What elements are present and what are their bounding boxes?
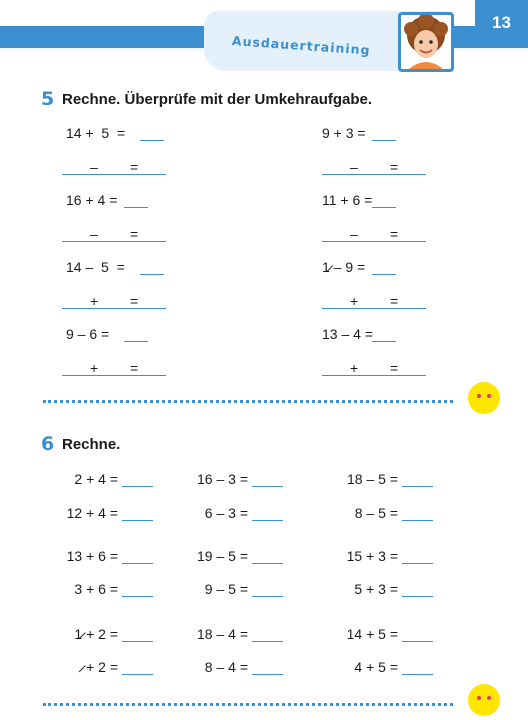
answer-blank[interactable] — [124, 207, 148, 208]
equation-text: 14 – 5 = — [66, 259, 125, 275]
equation-text: 6 – 3 = — [204, 505, 248, 521]
reverse-equals: = — [130, 159, 139, 175]
reverse-equals: = — [390, 293, 399, 309]
section-divider — [43, 400, 453, 403]
equation-text: 14 + 5 = — [66, 125, 126, 141]
reverse-task-line[interactable] — [322, 375, 426, 376]
answer-blank[interactable] — [402, 596, 433, 597]
reverse-task-line[interactable] — [62, 308, 166, 309]
reverse-equals: = — [390, 159, 399, 175]
child-portrait-icon — [401, 15, 451, 69]
answer-blank[interactable] — [122, 596, 153, 597]
answer-blank[interactable] — [140, 140, 164, 141]
equation-text: 9 + 3 = — [322, 125, 366, 141]
equation-text: 13 + 6 = — [66, 548, 118, 564]
answer-blank[interactable] — [122, 641, 153, 642]
answer-blank[interactable] — [372, 140, 396, 141]
answer-blank[interactable] — [402, 486, 433, 487]
equation-text: 13 – 4 = — [322, 326, 373, 342]
reverse-task-line[interactable] — [62, 174, 166, 175]
answer-blank[interactable] — [372, 274, 396, 275]
equation-text: 8 – 4 = — [204, 659, 248, 675]
reverse-equals: = — [130, 360, 139, 376]
smiley-eye — [487, 394, 491, 398]
reverse-equals: = — [390, 226, 399, 242]
answer-blank[interactable] — [122, 486, 153, 487]
equation-text: 18 – 5 = — [347, 471, 398, 487]
equation-text: 1̷ – 9 = — [322, 259, 366, 275]
task-5-number: 5 — [41, 88, 55, 110]
answer-blank[interactable] — [122, 563, 153, 564]
task-5-title: Rechne. Überprüfe mit der Umkehraufgabe. — [62, 91, 373, 108]
answer-blank[interactable] — [124, 341, 148, 342]
reverse-operator: – — [90, 159, 98, 175]
task-6-title: Rechne. — [62, 436, 121, 453]
answer-blank[interactable] — [252, 486, 283, 487]
equation-text: 4 + 5 = — [354, 659, 398, 675]
reverse-task-line[interactable] — [322, 174, 426, 175]
reverse-operator: – — [90, 226, 98, 242]
child-portrait — [398, 12, 454, 72]
answer-blank[interactable] — [372, 341, 396, 342]
answer-blank[interactable] — [402, 520, 433, 521]
equation-text: 16 – 3 = — [197, 471, 248, 487]
reverse-operator: – — [350, 159, 358, 175]
reverse-equals: = — [130, 293, 139, 309]
banner-label: Ausdauertraining — [231, 33, 372, 58]
reverse-operator: – — [350, 226, 358, 242]
equation-text: 12 + 4 = — [66, 505, 118, 521]
equation-text: 15 + 3 = — [346, 548, 398, 564]
reverse-task-line[interactable] — [62, 375, 166, 376]
answer-blank[interactable] — [122, 520, 153, 521]
equation-text: 2 + 4 = — [74, 471, 118, 487]
reverse-task-line[interactable] — [322, 241, 426, 242]
equation-text: 16 + 4 = — [66, 192, 118, 208]
equation-text: ̷ + 2 = — [82, 659, 118, 675]
answer-blank[interactable] — [402, 674, 433, 675]
answer-blank[interactable] — [122, 674, 153, 675]
reverse-operator: + — [90, 293, 99, 309]
reverse-task-line[interactable] — [62, 241, 166, 242]
answer-blank[interactable] — [402, 563, 433, 564]
section-divider — [43, 703, 453, 706]
equation-text: 3 + 6 = — [74, 581, 118, 597]
answer-blank[interactable] — [402, 641, 433, 642]
answer-blank[interactable] — [252, 563, 283, 564]
equation-text: 9 – 6 = — [66, 326, 110, 342]
answer-blank[interactable] — [252, 641, 283, 642]
smiley-eye — [487, 696, 491, 700]
equation-text: 18 – 4 = — [197, 626, 248, 642]
reverse-equals: = — [390, 360, 399, 376]
equation-text: 8 – 5 = — [354, 505, 398, 521]
task-6-number: 6 — [41, 433, 55, 455]
reverse-equals: = — [130, 226, 139, 242]
smiley-eye — [477, 696, 481, 700]
answer-blank[interactable] — [252, 674, 283, 675]
equation-text: 1̷ + 2 = — [74, 626, 118, 642]
smiley-eye — [477, 394, 481, 398]
reverse-operator: + — [90, 360, 99, 376]
answer-blank[interactable] — [372, 207, 396, 208]
equation-text: 5 + 3 = — [354, 581, 398, 597]
answer-blank[interactable] — [140, 274, 164, 275]
smiley-face-icon[interactable] — [468, 382, 500, 414]
smiley-face-icon[interactable] — [468, 684, 500, 716]
reverse-task-line[interactable] — [322, 308, 426, 309]
equation-text: 11 + 6 = — [322, 192, 373, 208]
equation-text: 19 – 5 = — [197, 548, 248, 564]
reverse-operator: + — [350, 293, 359, 309]
answer-blank[interactable] — [252, 596, 283, 597]
equation-text: 9 – 5 = — [204, 581, 248, 597]
page-number: 13 — [475, 0, 528, 45]
answer-blank[interactable] — [252, 520, 283, 521]
equation-text: 14 + 5 = — [346, 626, 398, 642]
reverse-operator: + — [350, 360, 359, 376]
